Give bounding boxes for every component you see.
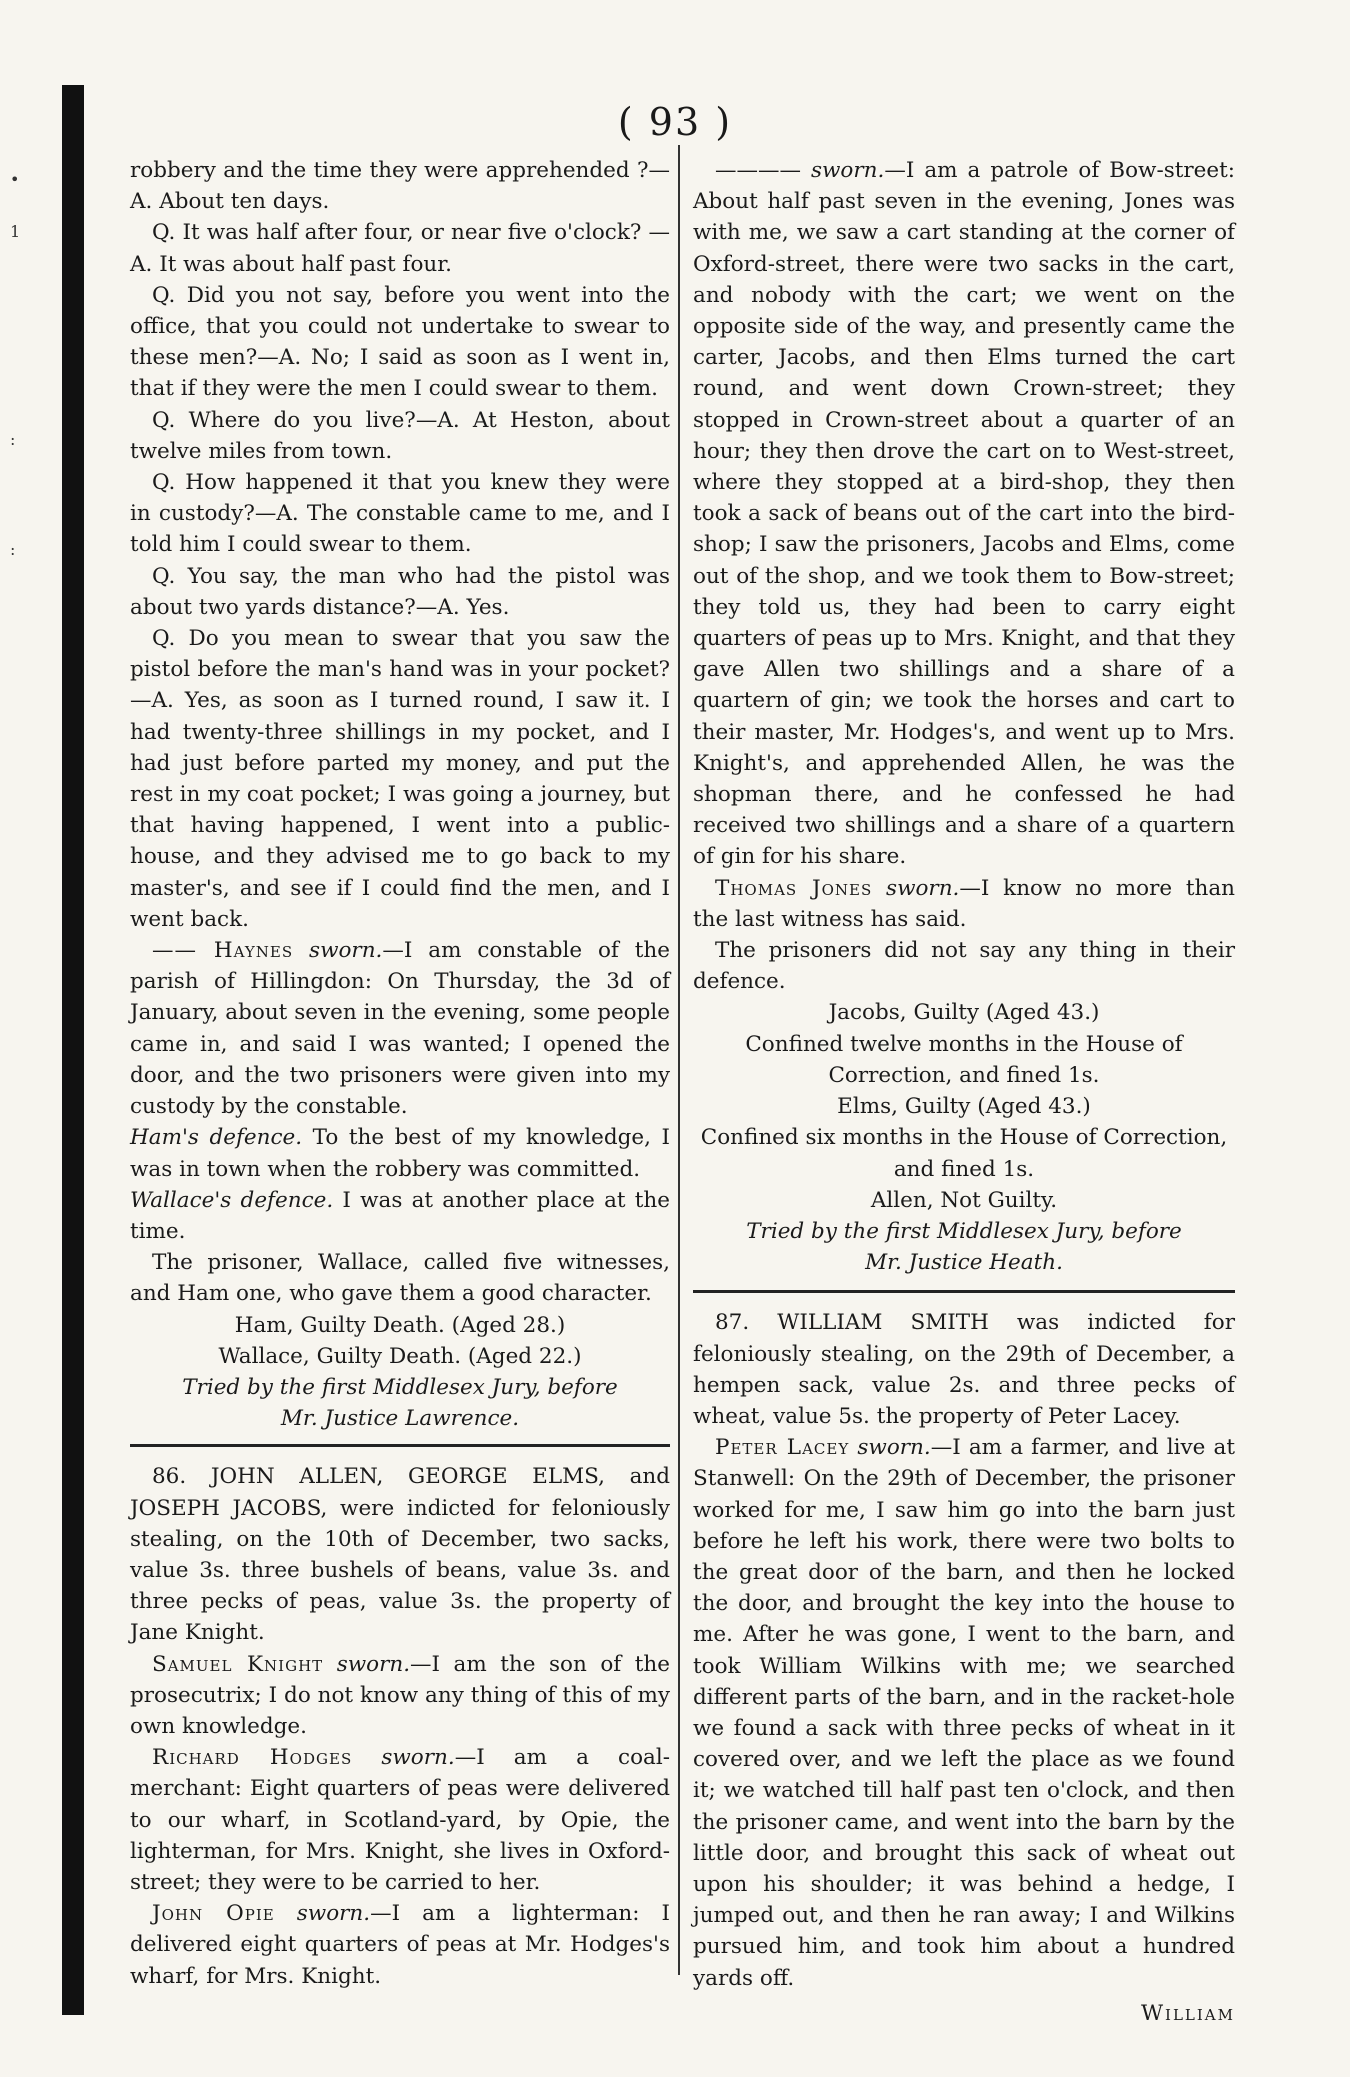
sworn-label: sworn. [309, 938, 383, 964]
page-number: ( 93 ) [617, 100, 733, 144]
right-column [693, 155, 1235, 2029]
left-column [130, 155, 670, 1992]
sworn-label: sworn. [296, 1901, 371, 1927]
dash: ———— [715, 158, 801, 183]
tried-by-line: Tried by the first Middlesex Jury, before [746, 1218, 1182, 1244]
margin-mark: 1 [10, 222, 21, 241]
paragraph: The prisoner, Wallace, called five witnesses, and Ham one, who gave them a good character. [130, 1250, 670, 1307]
section-rule [693, 1290, 1235, 1293]
case-heading-87: 87. WILLIAM SMITH was indicted for feloniously stealing, on the 29th of December, a hempen sack, value 2s. and three pecks of wheat, value 5s. the property of Peter Lacey. [693, 1310, 1235, 1429]
defence-label: Wallace's defence. [130, 1187, 334, 1213]
witness-name: Thomas Jones [715, 875, 873, 901]
paragraph: Q. How happened it that you knew they were in custody?—A. The constable came to me, and I told him I could swear to them. [130, 470, 670, 558]
witness-name: —— Haynes [152, 938, 294, 964]
testimony-knight [130, 1649, 670, 1743]
sworn-label: sworn. [857, 1435, 931, 1461]
paragraph: Q. It was half after four, or near five o'clock? —A. It was about half past four. [130, 220, 670, 277]
testimony-patrole [693, 155, 1235, 873]
defence-label: Ham's defence. [130, 1125, 303, 1151]
sworn-label: sworn. [381, 1745, 455, 1771]
testimony-text: —I know no more than the last witness has said. [693, 875, 1236, 932]
judge-line: Mr. Justice Heath. [865, 1250, 1063, 1276]
section-rule [130, 1444, 670, 1447]
defence-text: To the best of my knowledge, I was in town when the robbery was committed. [130, 1125, 670, 1182]
paragraph: The prisoners did not say any thing in their defence. [693, 938, 1235, 995]
testimony-text: —I am a patrole of Bow-street: About half past seven in the evening, Jones was with me, we saw a cart standing at the corner of Oxford-street, there were two sacks in the cart, and nobody with the cart; we went on the opposite side of the way, and presently came the carter, Jacobs, and then Elms turned the cart round, and went down Crown-street; they stopped in Crown-street about a quarter of an hour; they then drove the cart on to West-street, where they stopped at a bird-shop, they then took a sack of beans out of the cart into the bird-shop; I saw the prisoners, Jacobs and Elms, come out of the shop, and we took them to Bow-street; they told us, they had been to carry eight quarters of peas up to Mrs. Knight, and that they gave Allen two shillings and a share of a quartern of gin; we took the horses and cart to their master, Mr. Hodges's, and went up to Mrs. Knight's, and apprehended Allen, he was the shopman there, and he confessed he had received two shillings and a share of a quartern of gin for his share. [693, 158, 1235, 870]
testimony-jones [693, 873, 1235, 935]
paragraph: robbery and the time they were apprehended ?—A. About ten days. [130, 158, 670, 215]
testimony-text: —I am a lighterman: I delivered eight quarters of peas at Mr. Hodges's wharf, for Mrs. Knight. [130, 1901, 670, 1989]
testimony-text: —I am a farmer, and live at Stanwell: On the 29th of December, the prisoner worked for me, I saw him go into the barn just before he left his work, there were two bolts to the great door of the barn, and then he locked the door, and brought the key into the house to me. After he was gone, I went to the barn, and took William Wilkins with me; we searched different parts of the barn, and in the racket-hole we found a sack with three pecks of wheat in it covered over, and we left the place as we found it; we watched till half past ten o'clock, and then the prisoner came, and went into the barn by the little door, and brought this sack of wheat out upon his shoulder; it was behind a hedge, I jumped out, and then he ran away; I and Wilkins pursued him, and took him about a hundred yards off. [693, 1435, 1235, 1991]
column-divider [678, 145, 680, 1975]
margin-mark: : [10, 540, 16, 559]
sworn-label: sworn. [886, 875, 960, 901]
binding-spine-shadow [62, 85, 84, 2015]
verdict-line: Jacobs, Guilty (Aged 43.) [828, 1000, 1100, 1026]
defence-ham [130, 1122, 670, 1184]
testimony-text: —I am the son of the prosecutrix; I do not know any thing of this of my own knowledge. [130, 1651, 670, 1739]
defence-wallace [130, 1185, 670, 1247]
testimony-lacey [693, 1432, 1235, 1994]
verdict-line: Ham, Guilty Death. (Aged 28.) [234, 1312, 566, 1338]
testimony-hodges [130, 1742, 670, 1898]
paragraph: Q. Where do you live?—A. At Heston, about twelve miles from town. [130, 407, 670, 464]
sentence-line: Confined six months in the House of Correction, and fined 1s. [700, 1125, 1228, 1182]
defence-text: I was at another place at the time. [130, 1187, 670, 1244]
testimony-opie [130, 1898, 670, 1992]
margin-mark: : [10, 430, 16, 449]
catchword: William [1140, 2000, 1235, 2026]
verdict-line: Allen, Not Guilty. [870, 1187, 1058, 1213]
testimony-text: —I am a coal-merchant: Eight quarters of peas were delivered to our wharf, in Scotland-yard, by Opie, the lighterman, for Mrs. Knight, she lives in Oxford-street; they were to be carried to her. [130, 1745, 670, 1895]
paragraph: Q. You say, the man who had the pistol was about two yards distance?—A. Yes. [130, 563, 670, 620]
paragraph: Q. Did you not say, before you went into the office, that you could not undertake to swear to these men?—A. No; I said as soon as I went in, that if they were the men I could swear to them. [130, 282, 670, 402]
tried-by-line: Tried by the first Middlesex Jury, before [182, 1374, 618, 1400]
judge-line: Mr. Justice Lawrence. [280, 1406, 520, 1432]
witness-name: Peter Lacey [715, 1435, 850, 1461]
witness-name: Richard Hodges [152, 1745, 353, 1771]
paragraph: Q. Do you mean to swear that you saw the pistol before the man's hand was in your pocket?—A. Yes, as soon as I turned round, I saw it. I had twenty-three shillings in my pocket, and I had just before parted my money, and put the rest in my coat pocket; I was going a journey, but that having happened, I went into a public-house, and they advised me to go back to my master's, and see if I could find the men, and I went back. [130, 626, 670, 932]
sworn-label: sworn. [811, 158, 885, 183]
witness-name: Samuel Knight [152, 1651, 324, 1677]
verdict-line: Elms, Guilty (Aged 43.) [837, 1094, 1091, 1120]
testimony-haynes [130, 935, 670, 1122]
testimony-text: —I am constable of the parish of Hillingdon: On Thursday, the 3d of January, about seven in the evening, some people came in, and said I was wanted; I opened the door, and the two prisoners were given into my custody by the constable. [130, 938, 670, 1120]
witness-name: John Opie [152, 1901, 275, 1927]
sworn-label: sworn. [336, 1651, 411, 1677]
case-heading-86: 86. JOHN ALLEN, GEORGE ELMS, and JOSEPH JACOBS, were indicted for feloniously stealing, on the 10th of December, two sacks, value 3s. three bushels of beans, value 3s. and three pecks of peas, value 3s. the property of Jane Knight. [130, 1464, 670, 1646]
sentence-line: Confined twelve months in the House of Correction, and fined 1s. [745, 1031, 1183, 1088]
verdict-line: Wallace, Guilty Death. (Aged 22.) [218, 1343, 582, 1369]
margin-mark: • [10, 170, 20, 189]
